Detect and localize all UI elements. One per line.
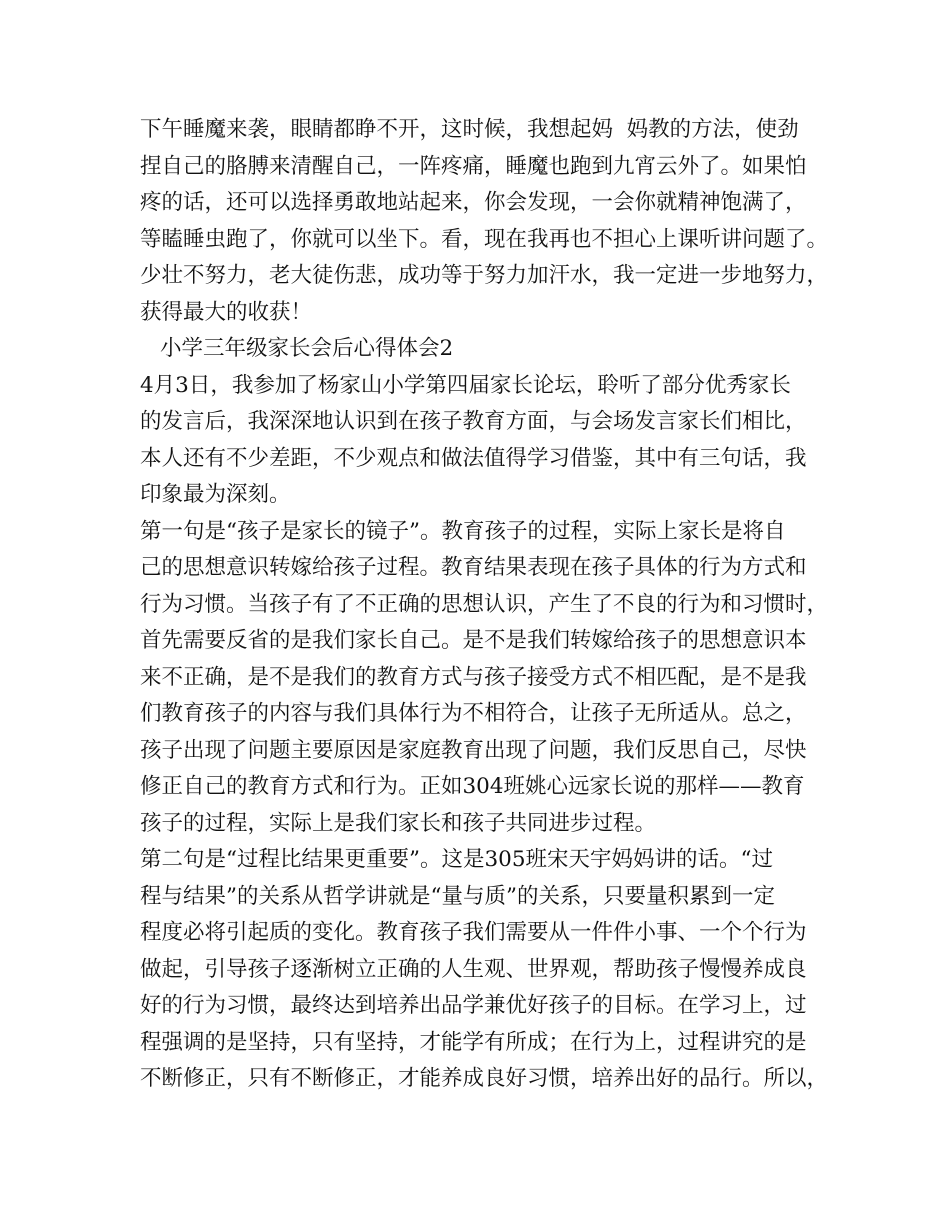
text-line: 少壮不努力，老大徒伤悲，成功等于努力加汗水，我一定进一步地努力， (140, 263, 829, 288)
section-heading: 小学三年级家长会后心得体会2 (160, 336, 454, 361)
text-line: 程度必将引起质的变化。教育孩子我们需要从一件件小事、一个个行为 (140, 920, 807, 945)
text-line: 首先需要反省的是我们家长自己。是不是我们转嫁给孩子的思想意识本 (140, 628, 807, 653)
text-line: 捏自己的胳膊来清醒自己，一阵疼痛，睡魔也跑到九宵云外了。如果怕 (140, 153, 807, 179)
text-line: 下午睡魔来袭，眼睛都睁不开，这时候，我想起妈 妈教的方法，使劲 (140, 117, 799, 142)
text-line: 修正自己的教育方式和行为。正如304班姚心远家长说的那样——教育 (140, 774, 805, 799)
text-line: 们教育孩子的内容与我们具体行为不相符合，让孩子无所适从。总之， (140, 701, 807, 726)
text-line: 第二句是“过程比结果更重要”。这是305班宋天宇妈妈讲的话。“过 (140, 847, 774, 872)
text-line: 行为习惯。当孩子有了不正确的思想认识，产生了不良的行为和习惯时， (140, 591, 829, 617)
text-line: 孩子的过程，实际上是我们家长和孩子共同进步过程。 (140, 810, 657, 836)
text-line: 孩子出现了问题主要原因是家庭教育出现了问题，我们反思自己，尽快 (140, 737, 807, 763)
text-line: 做起，引导孩子逐渐树立正确的人生观、世界观，帮助孩子慢慢养成良 (140, 956, 807, 982)
text-line: 程强调的是坚持，只有坚持，才能学有所成；在行为上，过程讲究的是 (140, 1029, 807, 1055)
text-line: 4月3日，我参加了杨家山小学第四届家长论坛，聆听了部分优秀家长 (140, 372, 791, 398)
document-page (140, 112, 840, 1098)
text-line: 等瞌睡虫跑了，你就可以坐下。看，现在我再也不担心上课听讲问题了。 (140, 226, 829, 252)
text-line: 程与结果”的关系从哲学讲就是“量与质”的关系，只要量积累到一定 (140, 883, 775, 909)
text-line: 好的行为习惯，最终达到培养出品学兼优好孩子的目标。在学习上，过 (140, 993, 807, 1018)
text-line: 己的思想意识转嫁给孩子过程。教育结果表现在孩子具体的行为方式和 (140, 555, 807, 580)
text-line: 的发言后，我深深地认识到在孩子教育方面，与会场发言家长们相比， (140, 409, 807, 434)
text-line: 获得最大的收获！ (140, 299, 313, 325)
text-line: 来不正确，是不是我们的教育方式与孩子接受方式不相匹配，是不是我 (140, 664, 807, 690)
text-line: 印象最为深刻。 (140, 482, 291, 507)
text-line: 本人还有不少差距，不少观点和做法值得学习借鉴，其中有三句话，我 (140, 445, 807, 471)
text-line: 疼的话，还可以选择勇敢地站起来，你会发现，一会你就精神饱满了， (140, 190, 807, 215)
text-line: 第一句是“孩子是家长的镜子”。教育孩子的过程，实际上家长是将自 (140, 518, 786, 544)
text-line: 不断修正，只有不断修正，才能养成良好习惯，培养出好的品行。所以， (140, 1066, 829, 1091)
